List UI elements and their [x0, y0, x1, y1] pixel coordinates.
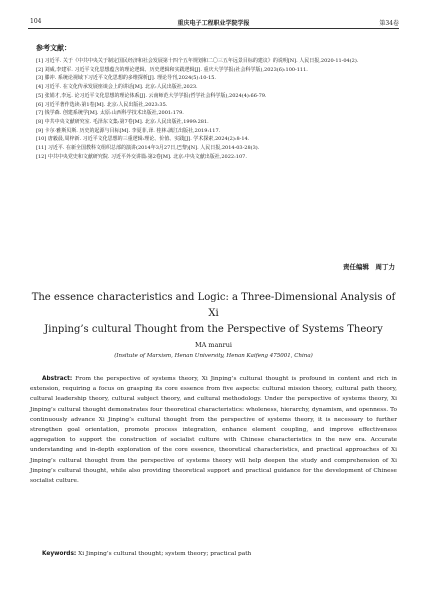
keywords-text: Xi Jinping’s cultural thought; system theory; practical path: [78, 551, 252, 557]
english-title: [30, 290, 397, 338]
author-name: MA manrui: [194, 341, 232, 349]
reference-item: [8] 中共中央文献研究室. 毛泽东文集:第7卷[M]. 北京:人民出版社,1999:281.: [36, 118, 209, 125]
abstract-label: Abstract:: [42, 376, 73, 382]
reference-item: [9] 卡尔·雅斯贝斯. 历史的起源与目标[M]. 李夏菲,译. 桂林:漓江出版社,2019:117.: [36, 127, 221, 134]
reference-item: [12] 中共中央党史和文献研究院. 习近平外交讲篇:第2卷[M]. 北京:中央文献出版社,2022:107.: [36, 153, 247, 160]
responsible-editor: 责任编辑 周丁力: [343, 263, 395, 271]
references-list: [36, 57, 397, 161]
keywords-label: Keywords:: [42, 551, 77, 557]
reference-item: [3] 滕冲. 系统论视域下习近平文化思想的多维探析[J]. 理论导刊,2024(5):10-15.: [36, 75, 217, 82]
volume-label: 第34卷: [379, 20, 399, 27]
running-header: [28, 16, 399, 29]
reference-item: [10] 唐毅晨,周梓新. 习近平文化思想的三重逻辑:理论、价值、实践[J]. 学术探索,2024(2):8-14.: [36, 136, 250, 143]
reference-item: [5] 张娟才,李远. 论习近平文化思想的理论体系[J]. 云南师范大学学报(哲学社会科学版),2024(4):66-79.: [36, 92, 267, 99]
keywords: [42, 551, 397, 557]
page-number: 104: [30, 18, 42, 25]
reference-item: [6] 习近平著作选读:第1卷[M]. 北京:人民出版社,2023:35.: [36, 101, 168, 108]
abstract-text: From the perspective of systems theory, Xi Jinping’s cultural thought is profound in content and rich in extension, requiring a focus on grasping its core essence from five aspects: cultural mission theory, cultural path theory, cultural leadership theory, cultural subject theory, and cultural methodology. Under the perspective of systems theory, Xi Jinping’s cultural thought demonstrates four theoretical characteristics: wholeness, hierarchy, dynamism, and openness. To continuously advance Xi Jinping’s cultural thought from the perspective of systems theory, it is necessary to further strengthen goal orientation, promote process integration, enhance element coupling, and improve effectiveness aggregation to support the construction of socialist culture with Chinese characteristics in the new era. Accurate understanding and in-depth exploration of the core essence, theoretical characteristics, and practical approaches of Xi Jinping’s cultural thought from the perspective of systems theory will help deepen the study and comprehension of Xi Jinping’s cultural thought, while also providing theoretical support and practical guidance for the development of Chinese socialist culture.: [30, 376, 397, 485]
reference-item: [4] 习近平. 在文化传承发展座谈会上的讲话[M]. 北京:人民出版社,2023.: [36, 84, 198, 91]
reference-item: [2] 刘威,李建军. 习近平文化思想蕴含的理论逻辑、历史逻辑和实践逻辑[J]. 重庆大学学报(社会科学版),2023(6):100-111.: [36, 66, 308, 73]
title-line-2: Jinping’s cultural Thought from the Perspective of Systems Theory: [44, 324, 383, 335]
reference-item: [1] 习近平. 关于《中共中央关于制定国民经济和社会发展第十四个五年规划和二〇三五年远景目标的建议》的说明[N]. 人民日报,2020-11-04(2).: [36, 58, 359, 64]
title-line-1: The essence characteristics and Logic: a Three-Dimensional Analysis of Xi: [31, 292, 396, 319]
reference-item: [7] 钱学森. 创建系统学[M]. 太原:山西科学技术出版社,2001:179.: [36, 110, 184, 117]
reference-item: [11] 习近平. 在新全国教科文组织总部的演讲(2014年3月27日,巴黎)[N]. 人民日报,2014-03-28(3).: [36, 145, 260, 152]
abstract: [30, 374, 397, 486]
references-heading: 参考文献：: [36, 44, 71, 52]
journal-name: 重庆电子工程职业学院学报: [177, 20, 250, 27]
author-affiliation: (Insitute of Marxism, Henan University, Henan Kaifeng 475001, China): [114, 353, 313, 359]
